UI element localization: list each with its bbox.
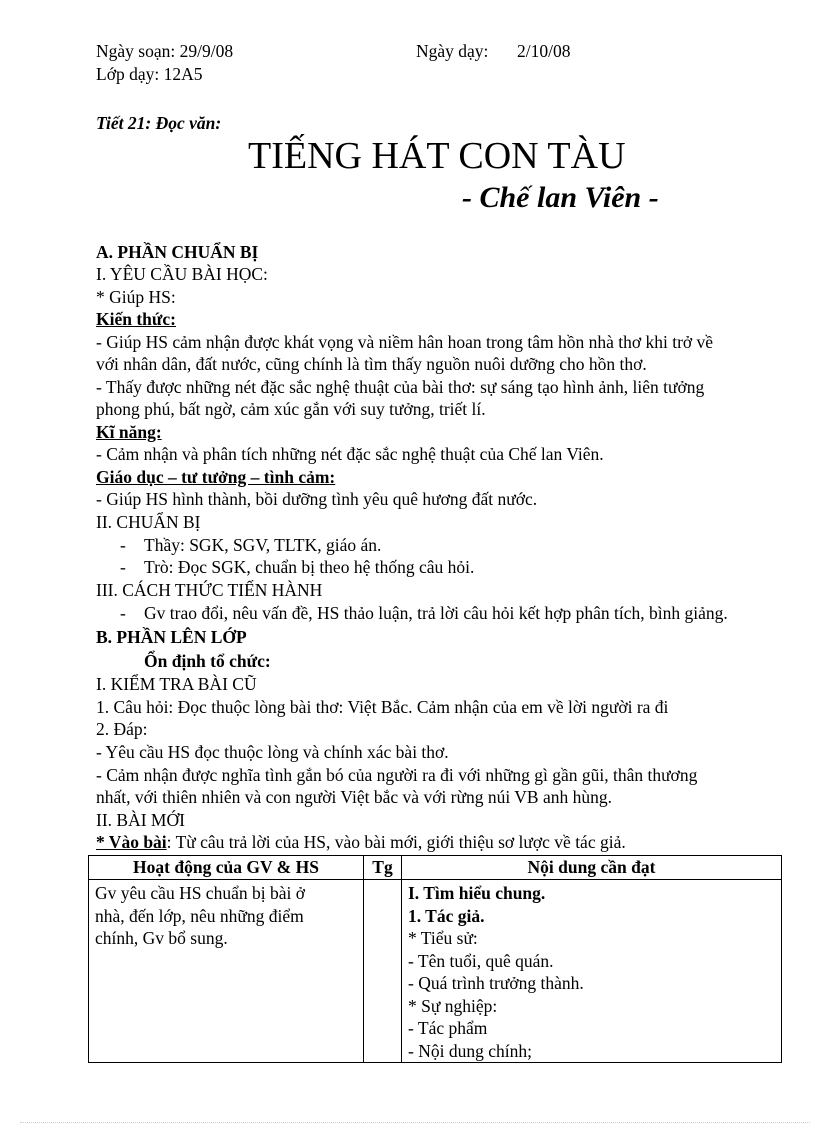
- cell-line: * Sự nghiệp:: [408, 995, 498, 1016]
- preparation-item: Trò: Đọc SGK, chuẩn bị theo hệ thống câu hỏi.: [144, 557, 475, 577]
- knowledge-line: phong phú, bất ngờ, cảm xúc gắn với suy tưởng, triết lí.: [96, 399, 486, 419]
- review-answer-line: nhất, với thiên nhiên và con người Việt bắc và với rừng núi VB anh hùng.: [96, 787, 612, 807]
- bullet: -: [120, 557, 126, 577]
- skills-heading: Kĩ năng:: [96, 422, 162, 442]
- lesson-plan-table: [88, 855, 782, 1063]
- date-taught-value: 2/10/08: [517, 41, 571, 61]
- intro-label: * Vào bài: [96, 832, 167, 852]
- cell-line: - Tác phẩm: [408, 1018, 488, 1038]
- cell-line: - Quá trình trưởng thành.: [408, 973, 584, 993]
- table-row: [89, 880, 782, 1063]
- bullet: -: [120, 535, 126, 555]
- section-a-heading: A. PHẦN CHUẨN BỊ: [96, 242, 259, 262]
- class-taught: Lớp dạy: 12A5: [96, 64, 203, 84]
- bullet: -: [120, 603, 126, 623]
- cell-line-bold: I. Tìm hiểu chung.: [408, 883, 546, 903]
- knowledge-line: - Giúp HS cảm nhận được khát vọng và niềm hân hoan trong tâm hồn nhà thơ khi trở về: [96, 332, 714, 352]
- date-prepared: Ngày soạn: 29/9/08: [96, 41, 234, 61]
- education-heading: Giáo dục – tư tưởng – tình cảm:: [96, 467, 336, 487]
- review-answer-line: - Yêu cầu HS đọc thuộc lòng và chính xác bài thơ.: [96, 742, 449, 762]
- intro-text: : Từ câu trả lời của HS, vào bài mới, giới thiệu sơ lược về tác giả.: [166, 832, 626, 852]
- review-answer-line: - Cảm nhận được nghĩa tình gắn bó của người ra đi với những gì gần gũi, thân thương: [96, 765, 698, 785]
- cell-line: - Tên tuổi, quê quán.: [408, 950, 554, 971]
- section-b-heading: B. PHẦN LÊN LỚP: [96, 627, 247, 647]
- content-cell: [402, 880, 782, 1063]
- class-organization: Ổn định tổ chức:: [144, 651, 271, 671]
- skills-line: - Cảm nhận và phân tích những nét đặc sắc nghệ thuật của Chế lan Viên.: [96, 444, 604, 464]
- table-header-row: [89, 856, 782, 880]
- knowledge-heading: Kiến thức:: [96, 309, 177, 329]
- new-lesson-heading: II. BÀI MỚI: [96, 810, 185, 830]
- activities-cell: [89, 880, 364, 1063]
- cell-line: * Tiểu sử:: [408, 928, 478, 948]
- header-time: Tg: [364, 856, 402, 880]
- preparation-item: Thầy: SGK, SGV, TLTK, giáo án.: [144, 535, 382, 555]
- intro-line: [96, 831, 626, 853]
- time-cell: [364, 880, 402, 1063]
- date-taught-label: Ngày dạy:: [416, 41, 489, 61]
- header-content: Nội dung cần đạt: [402, 856, 782, 880]
- knowledge-line: với nhân dân, đất nước, cũng chính là tìm thấy nguồn nuôi dưỡng cho hồn thơ.: [96, 354, 647, 374]
- review-heading: I. KIỂM TRA BÀI CŨ: [96, 674, 257, 694]
- method-item: Gv trao đổi, nêu vấn đề, HS thảo luận, trả lời câu hỏi kết hợp phân tích, bình giảng.: [144, 603, 728, 623]
- header-activities: Hoạt động của GV & HS: [89, 856, 364, 880]
- education-line: - Giúp HS hình thành, bồi dưỡng tình yêu quê hương đất nước.: [96, 489, 538, 509]
- cell-line-bold: 1. Tác giả.: [408, 905, 485, 926]
- cell-line: chính, Gv bổ sung.: [95, 928, 228, 948]
- knowledge-line: - Thấy được những nét đặc sắc nghệ thuật của bài thơ: sự sáng tạo hình ảnh, liên tưởng: [96, 377, 705, 397]
- help-students: * Giúp HS:: [96, 287, 176, 307]
- cell-line: - Nội dung chính;: [408, 1040, 532, 1061]
- preparation-heading: II. CHUẨN BỊ: [96, 512, 201, 532]
- page-title: TIẾNG HÁT CON TÀU: [248, 135, 626, 177]
- author-subtitle: - Chế lan Viên -: [462, 181, 659, 214]
- method-heading: III. CÁCH THỨC TIẾN HÀNH: [96, 580, 323, 600]
- cell-line: Gv yêu cầu HS chuẩn bị bài ở: [95, 883, 305, 903]
- requirements-heading: I. YÊU CẦU BÀI HỌC:: [96, 264, 268, 284]
- review-answer-label: 2. Đáp:: [96, 719, 148, 739]
- cell-line: nhà, đến lớp, nêu những điểm: [95, 905, 304, 926]
- review-question: 1. Câu hỏi: Đọc thuộc lòng bài thơ: Việt Bắc. Cảm nhận của em về lời người ra đi: [96, 697, 669, 717]
- lesson-label: Tiết 21: Đọc văn:: [96, 113, 222, 133]
